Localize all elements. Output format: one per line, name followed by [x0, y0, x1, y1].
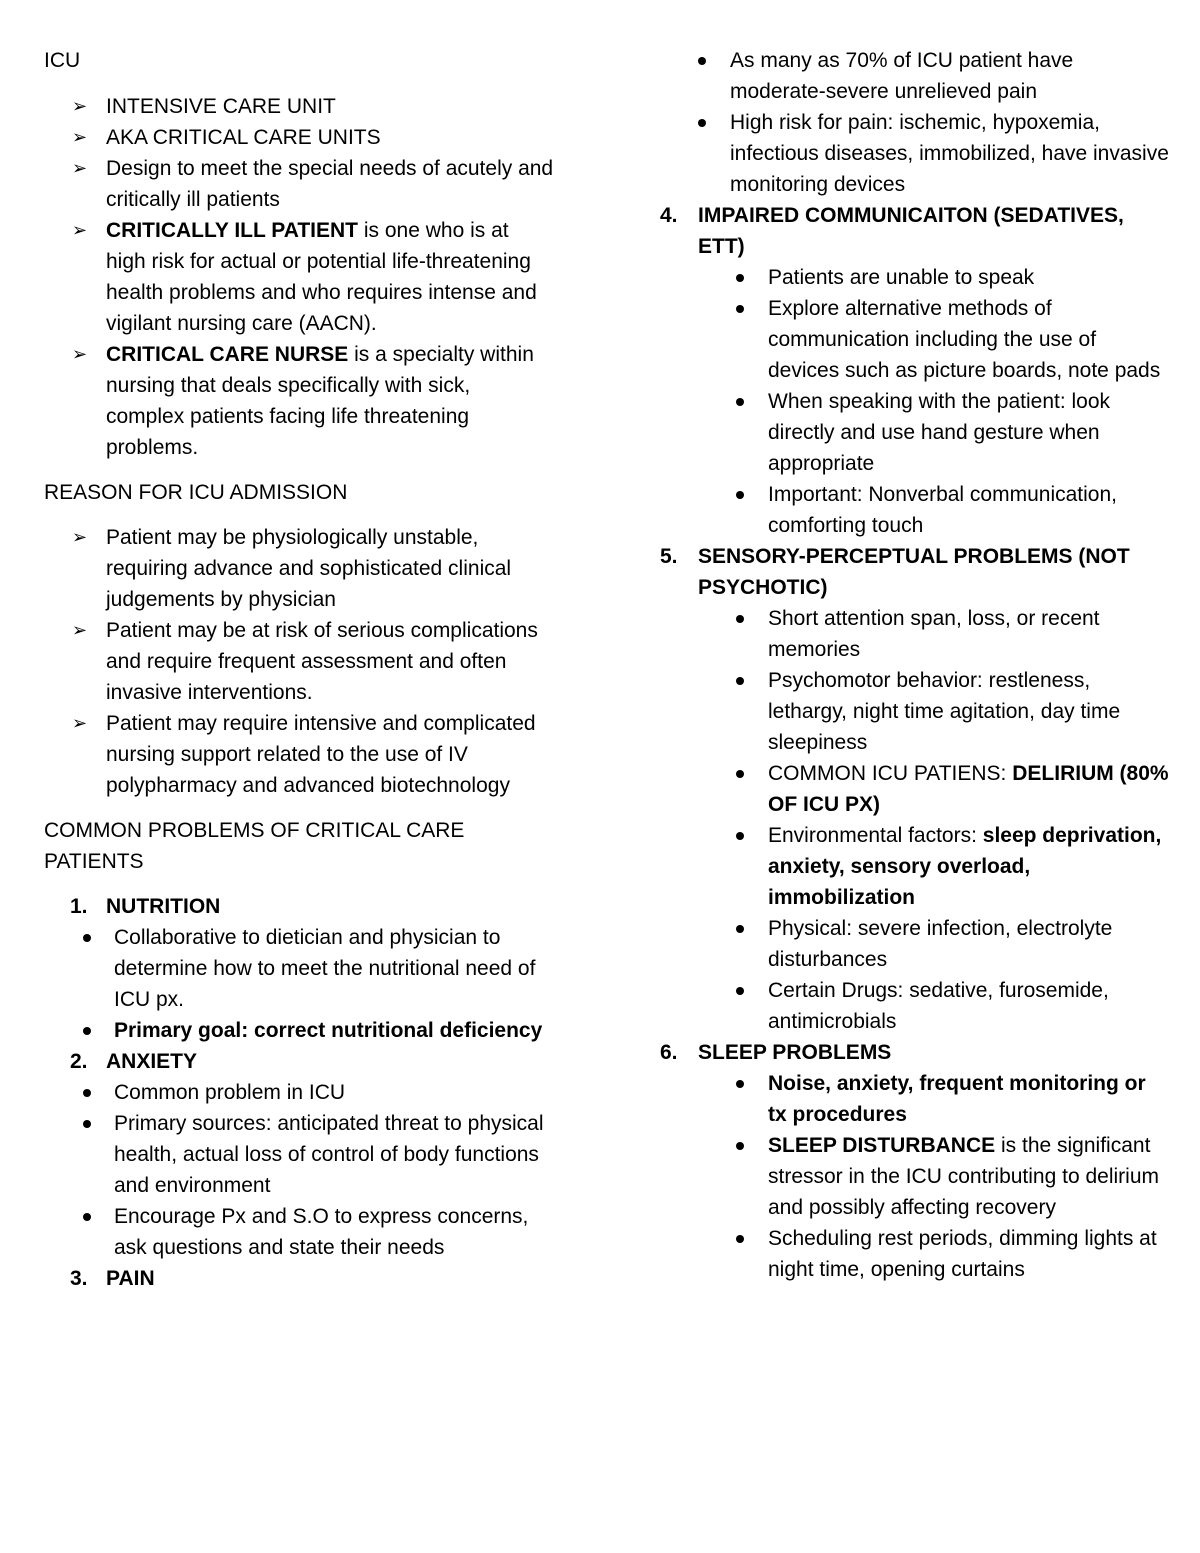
reason-item-text: Patient may be at risk of serious complications and require frequent assessment and often invasive interventions.: [106, 619, 538, 704]
intro-item: [44, 215, 554, 339]
problem-bullet: [660, 1068, 1170, 1130]
problem-bullets: [698, 1068, 1170, 1285]
bullet-text: Primary sources: anticipated threat to physical health, actual loss of control of body functions and environment: [114, 1112, 544, 1197]
intro-item: [44, 122, 554, 153]
bullet-dot-icon: [83, 1089, 91, 1097]
bullet-dot-icon: [736, 615, 744, 623]
arrow-bullet-icon: ➢: [72, 220, 88, 240]
pain-bullet: [622, 107, 1170, 200]
bullet-dot-icon: [736, 770, 744, 778]
bullet-dot-icon: [736, 1142, 744, 1150]
problem-item: [44, 1046, 554, 1077]
reason-item: [44, 708, 554, 801]
bullet-dot-icon: [698, 119, 706, 127]
bullet-dot-icon: [736, 274, 744, 282]
problem-bullet: [660, 665, 1170, 758]
problem-item: [660, 200, 1170, 541]
problem-bullet: [660, 820, 1170, 913]
problems-list: [44, 891, 554, 1294]
intro-list: [44, 91, 554, 463]
bullet-text: Important: Nonverbal communication, comforting touch: [768, 483, 1117, 537]
reason-item: [44, 522, 554, 615]
bullet-text: Physical: severe infection, electrolyte disturbances: [768, 917, 1113, 971]
problem-number: 1.: [70, 895, 88, 918]
bullet-bold: Primary goal: correct nutritional deficiency: [114, 1019, 543, 1042]
problem-bullet: [660, 1130, 1170, 1223]
bullet-dot-icon: [736, 677, 744, 685]
problem-title: ANXIETY: [106, 1050, 198, 1073]
problem-bullet: [44, 922, 554, 1015]
bullet-dot-icon: [83, 1027, 91, 1035]
bullet-dot-icon: [83, 1213, 91, 1221]
bullet-dot-icon: [736, 1080, 744, 1088]
arrow-bullet-icon: ➢: [72, 713, 88, 733]
problem-title: SENSORY-PERCEPTUAL PROBLEMS (NOT PSYCHOTIC): [698, 545, 1130, 599]
problem-bullet: [660, 975, 1170, 1037]
bullet-text-post: is the significant stressor in the ICU contributing to delirium and possibly affecting recovery: [768, 1134, 1159, 1219]
reason-item-text: Patient may require intensive and complicated nursing support related to the use of IV polypharmacy and advanced biotechnology: [106, 712, 536, 797]
bullet-dot-icon: [736, 398, 744, 406]
left-column: [44, 45, 554, 1294]
arrow-bullet-icon: ➢: [72, 527, 88, 547]
problem-number: 3.: [70, 1267, 88, 1290]
problem-bullet: [44, 1077, 554, 1108]
problem-number: 2.: [70, 1050, 88, 1073]
problem-bullet: [660, 262, 1170, 293]
bullet-bold: DELIRIUM (80% OF ICU PX): [768, 762, 1169, 816]
problem-title: PAIN: [106, 1267, 155, 1290]
bullet-text: When speaking with the patient: look directly and use hand gesture when appropriate: [768, 390, 1111, 475]
problem-bullet: [660, 758, 1170, 820]
intro-item-text: Design to meet the special needs of acutely and critically ill patients: [106, 157, 554, 211]
problems-heading: COMMON PROBLEMS OF CRITICAL CARE PATIENTS: [44, 819, 465, 873]
problem-bullet: [660, 479, 1170, 541]
problem-number: 6.: [660, 1041, 678, 1064]
problem-bullets: [698, 603, 1170, 1037]
problem-bullet: [660, 293, 1170, 386]
bullet-text: Certain Drugs: sedative, furosemide, antimicrobials: [768, 979, 1109, 1033]
bullet-text: Environmental factors:: [768, 824, 983, 847]
arrow-bullet-icon: ➢: [72, 620, 88, 640]
bullet-text: Short attention span, loss, or recent memories: [768, 607, 1100, 661]
problem-item: [660, 1037, 1170, 1285]
arrow-bullet-icon: ➢: [72, 158, 88, 178]
intro-item-text: INTENSIVE CARE UNIT: [106, 95, 336, 118]
problems-list-continued: [660, 200, 1170, 1285]
bullet-text: Common problem in ICU: [114, 1081, 346, 1104]
reason-heading: REASON FOR ICU ADMISSION: [44, 481, 348, 504]
reason-item-text: Patient may be physiologically unstable, requiring advance and sophisticated clinical judgements by physician: [106, 526, 512, 611]
problem-item: [44, 891, 554, 922]
intro-item-text: AKA CRITICAL CARE UNITS: [106, 126, 381, 149]
bullet-text: Psychomotor behavior: restleness, lethargy, night time agitation, day time sleepiness: [768, 669, 1121, 754]
reason-item: [44, 615, 554, 708]
problem-title: IMPAIRED COMMUNICAITON (SEDATIVES, ETT): [698, 204, 1124, 258]
bullet-dot-icon: [83, 1120, 91, 1128]
intro-item-text: is a specialty within nursing that deals specifically with sick, complex patients facing life threatening problems.: [106, 343, 534, 459]
bullet-bold: Noise, anxiety, frequent monitoring or tx procedures: [768, 1072, 1146, 1126]
reason-list: [44, 522, 554, 801]
intro-item: [44, 339, 554, 463]
bullet-text: Explore alternative methods of communication including the use of devices such as picture boards, note pads: [768, 297, 1161, 382]
bullet-dot-icon: [83, 934, 91, 942]
problem-bullet: [660, 1223, 1170, 1285]
bullet-bold: sleep deprivation, anxiety, sensory overload, immobilization: [768, 824, 1162, 909]
bullet-dot-icon: [736, 305, 744, 313]
bullet-dot-icon: [736, 832, 744, 840]
arrow-bullet-icon: ➢: [72, 96, 88, 116]
problem-title: NUTRITION: [106, 895, 221, 918]
problem-bullet: [660, 603, 1170, 665]
bullet-dot-icon: [736, 925, 744, 933]
problem-bullet: [44, 1201, 554, 1263]
bullet-text: COMMON ICU PATIENS:: [768, 762, 1013, 785]
bullet-bold: SLEEP DISTURBANCE: [768, 1134, 996, 1157]
intro-item: [44, 91, 554, 122]
problem-bullet: [44, 1108, 554, 1201]
bullet-text: Scheduling rest periods, dimming lights at night time, opening curtains: [768, 1227, 1157, 1281]
arrow-bullet-icon: ➢: [72, 344, 88, 364]
problem-bullet: [660, 386, 1170, 479]
problem-title: SLEEP PROBLEMS: [698, 1041, 892, 1064]
bullet-text: Patients are unable to speak: [768, 266, 1035, 289]
bullet-text: Encourage Px and S.O to express concerns, ask questions and state their needs: [114, 1205, 529, 1259]
pain-bullet: [622, 45, 1170, 107]
intro-item: [44, 153, 554, 215]
bullet-dot-icon: [698, 57, 706, 65]
problem-number: 4.: [660, 204, 678, 227]
intro-item-bold: CRITICALLY ILL PATIENT: [106, 219, 359, 242]
bullet-text: High risk for pain: ischemic, hypoxemia, infectious diseases, immobilized, have invasive monitoring devices: [730, 111, 1169, 196]
intro-item-text: is one who is at high risk for actual or potential life-threatening health problems and who requires intense and vigilant nursing care (AACN).: [106, 219, 537, 335]
bullet-text: Collaborative to dietician and physician to determine how to meet the nutritional need of ICU px.: [114, 926, 536, 1011]
problem-number: 5.: [660, 545, 678, 568]
bullet-dot-icon: [736, 1235, 744, 1243]
doc-title: ICU: [44, 49, 81, 72]
bullet-dot-icon: [736, 987, 744, 995]
problem-bullet: [660, 913, 1170, 975]
arrow-bullet-icon: ➢: [72, 127, 88, 147]
problem-item: [44, 1263, 554, 1294]
problem-bullet: [44, 1015, 554, 1046]
problem-bullets: [698, 262, 1170, 541]
right-column: [660, 45, 1170, 1285]
pain-bullets: [660, 45, 1170, 200]
intro-item-bold: CRITICAL CARE NURSE: [106, 343, 349, 366]
bullet-text: As many as 70% of ICU patient have moderate-severe unrelieved pain: [730, 49, 1074, 103]
bullet-dot-icon: [736, 491, 744, 499]
problem-item: [660, 541, 1170, 1037]
